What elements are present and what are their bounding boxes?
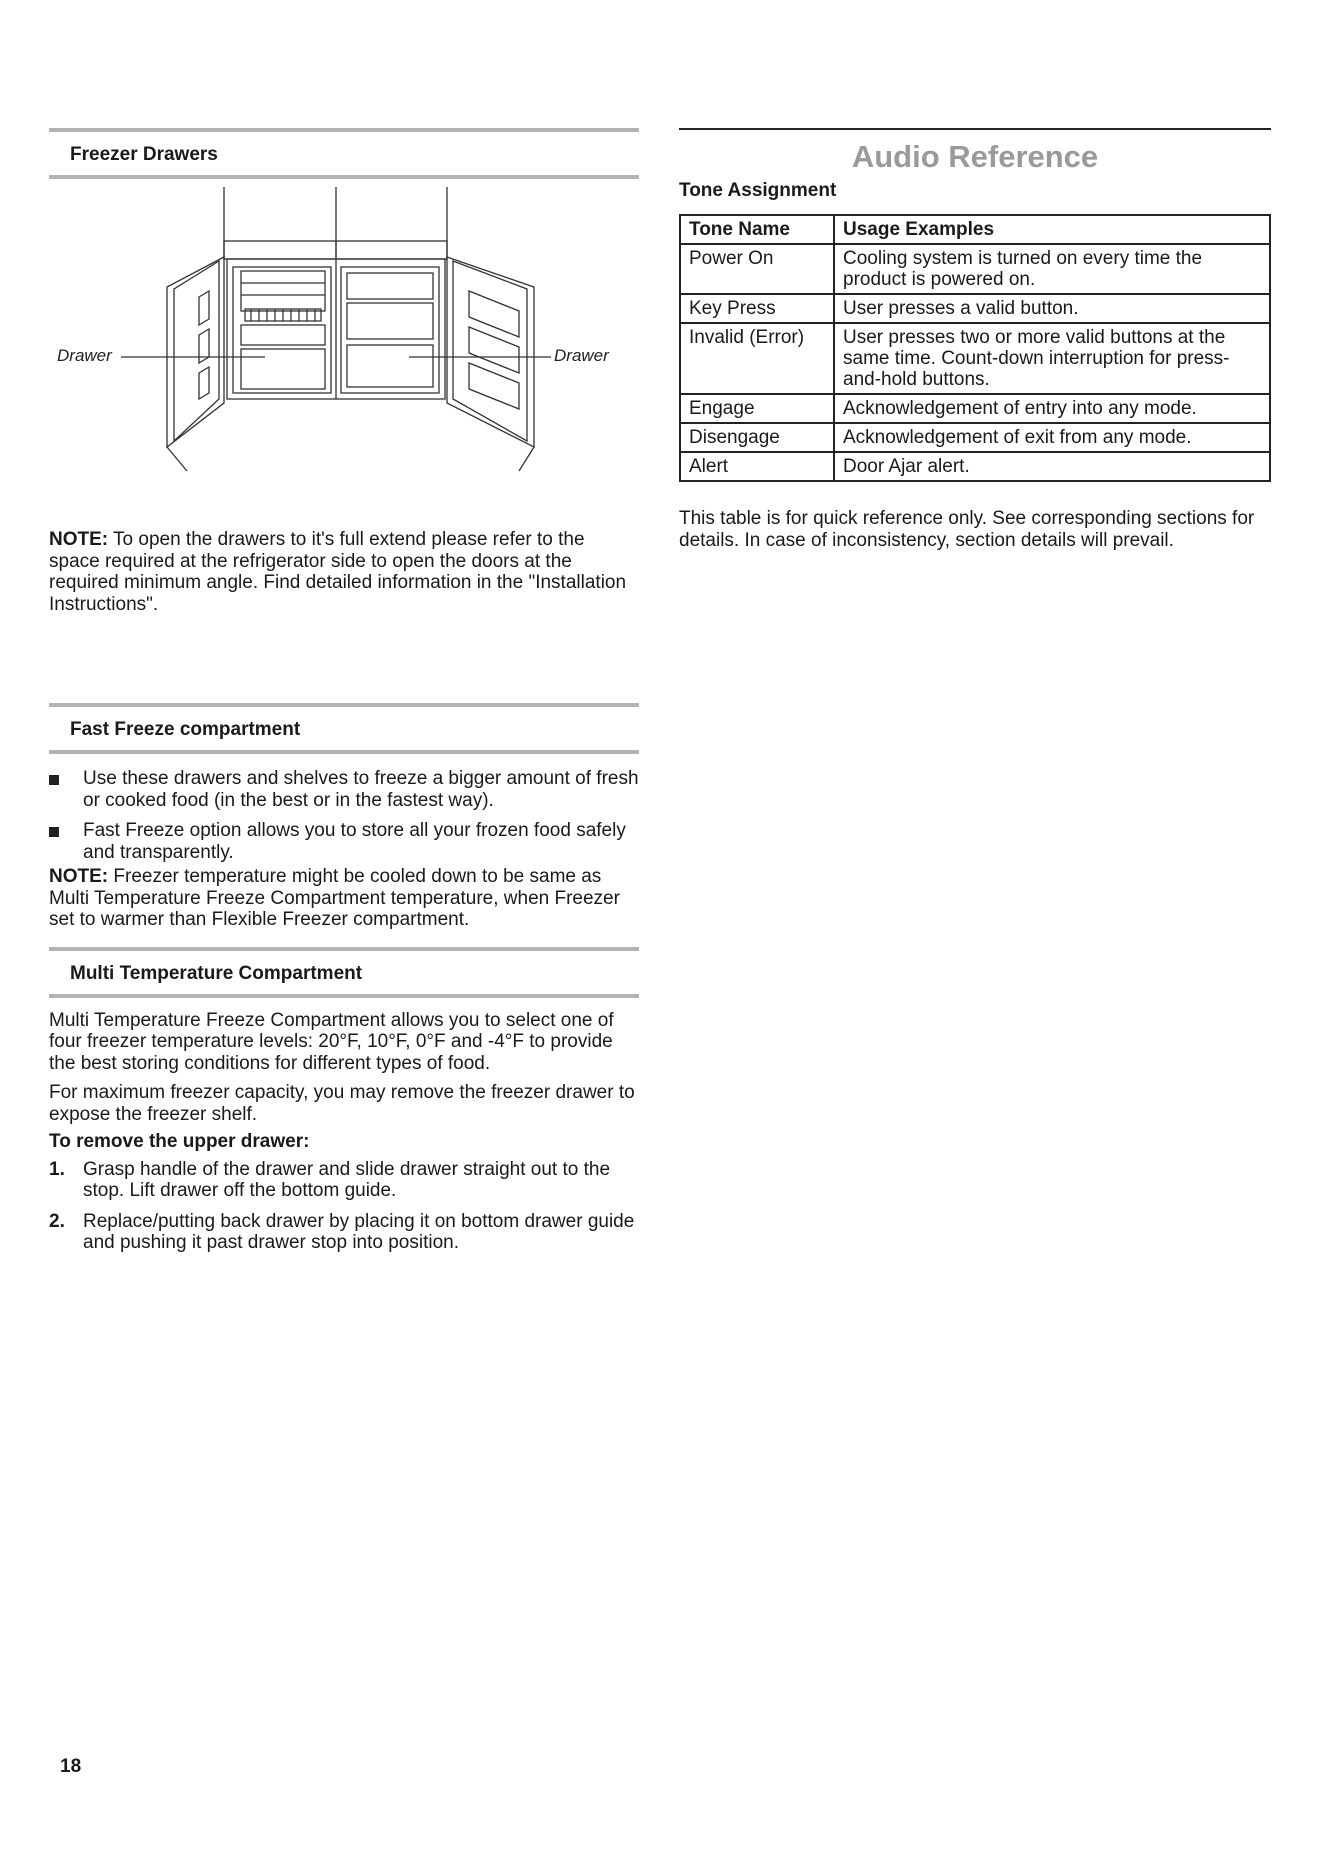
fast-freeze-heading: Fast Freeze compartment	[49, 703, 639, 754]
freezer-drawers-note	[49, 529, 639, 615]
table-row	[680, 244, 1270, 294]
table-row	[680, 294, 1270, 323]
column-header-usage: Usage Examples	[834, 215, 1270, 244]
page-number: 18	[60, 1756, 82, 1777]
multi-temp-para1: Multi Temperature Freeze Compartment allows you to select one of four freezer temperature levels: 20°F, 10°F, 0°F and -4°F to provide the best storing conditions for different types of food.	[49, 1009, 614, 1074]
right-column	[679, 128, 1271, 551]
note-label: NOTE:	[49, 529, 109, 550]
table-row	[680, 452, 1270, 481]
usage-cell: Door Ajar alert.	[834, 452, 1270, 481]
tone-assignment-subtitle: Tone Assignment	[679, 180, 837, 201]
divider	[679, 128, 1271, 130]
table-header-row	[680, 215, 1270, 244]
freezer-drawers-heading: Freezer Drawers	[49, 128, 639, 179]
tone-name-cell: Key Press	[680, 294, 834, 323]
tone-name-cell: Engage	[680, 394, 834, 423]
refrigerator-drawers-diagram	[49, 179, 639, 509]
usage-cell: User presses two or more valid buttons at the same time. Count-down interruption for press-and-hold buttons.	[834, 323, 1270, 394]
usage-cell: Acknowledgement of entry into any mode.	[834, 394, 1270, 423]
remove-drawer-heading: To remove the upper drawer:	[49, 1131, 310, 1152]
list-item: 2. Replace/putting back drawer by placing it on bottom drawer guide and pushing it past drawer stop into position.	[49, 1210, 635, 1253]
freezer-drawers-illustration	[49, 179, 639, 509]
usage-cell: Cooling system is turned on every time the product is powered on.	[834, 244, 1270, 294]
usage-cell: Acknowledgement of exit from any mode.	[834, 423, 1270, 452]
remove-drawer-steps	[49, 1159, 639, 1254]
audio-reference-title: Audio Reference	[851, 139, 1099, 174]
fast-freeze-list	[49, 768, 639, 863]
drawer-label-right: Drawer	[554, 346, 609, 365]
multi-temp-para2: For maximum freezer capacity, you may remove the freezer drawer to expose the freezer shelf.	[49, 1082, 635, 1125]
list-item: Fast Freeze option allows you to store all your frozen food safely and transparently.	[49, 820, 639, 863]
left-column	[49, 128, 639, 1263]
tone-name-cell: Disengage	[680, 423, 834, 452]
multi-temp-heading: Multi Temperature Compartment	[49, 947, 639, 998]
table-row	[680, 423, 1270, 452]
square-bullet-icon	[49, 827, 59, 837]
drawer-label-left: Drawer	[57, 346, 112, 365]
fast-freeze-note	[49, 866, 639, 931]
column-header-tone-name: Tone Name	[680, 215, 834, 244]
note-label: NOTE:	[49, 866, 109, 887]
table-row	[680, 394, 1270, 423]
table-footnote: This table is for quick reference only. See corresponding sections for details. In case of inconsistency, section details will prevail.	[679, 508, 1255, 551]
usage-cell: User presses a valid button.	[834, 294, 1270, 323]
list-item: Use these drawers and shelves to freeze a bigger amount of fresh or cooked food (in the best or in the fastest way).	[49, 768, 639, 811]
square-bullet-icon	[49, 775, 59, 785]
tone-name-cell: Alert	[680, 452, 834, 481]
tone-name-cell: Invalid (Error)	[680, 323, 834, 394]
list-item: 1. Grasp handle of the drawer and slide drawer straight out to the stop. Lift drawer off the bottom guide.	[49, 1158, 611, 1201]
tone-name-cell: Power On	[680, 244, 834, 294]
note-text: To open the drawers to it's full extend please refer to the space required at the refrigerator side to open the doors at the required minimum angle. Find detailed information in the "Installation Instructions".	[49, 529, 627, 615]
table-row	[680, 323, 1270, 394]
note-text: Freezer temperature might be cooled down to be same as Multi Temperature Freeze Compartment temperature, when Freezer set to warmer than Flexible Freezer compartment.	[49, 866, 620, 930]
tone-table	[679, 214, 1271, 482]
